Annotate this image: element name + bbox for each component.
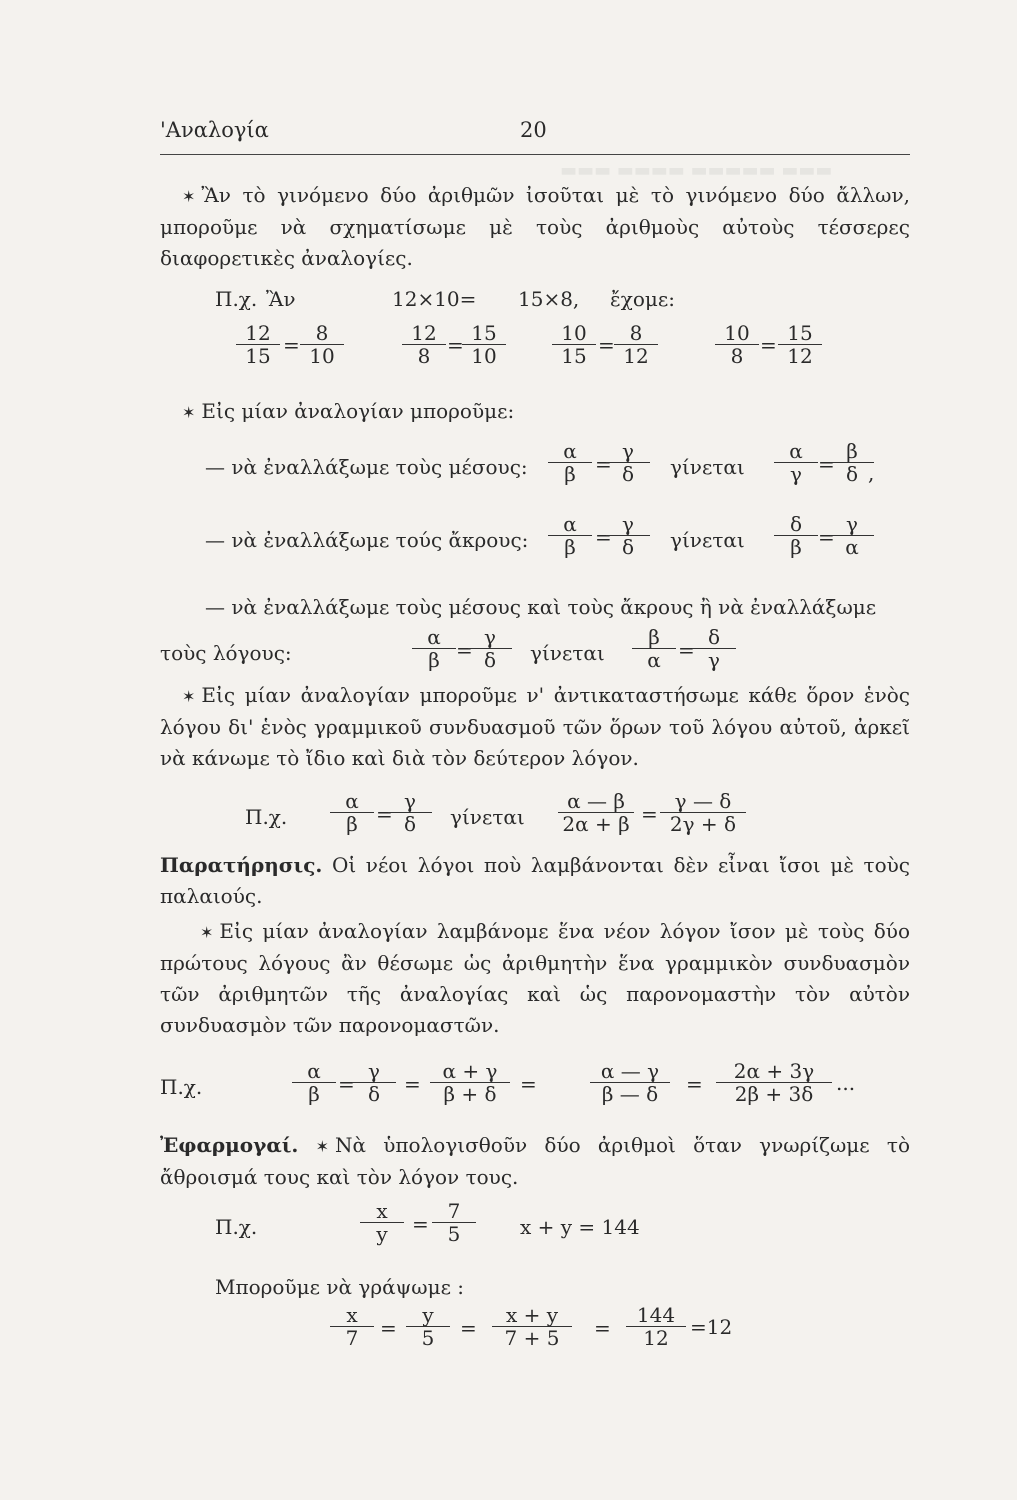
fraction-g-d: $\frac{\gamma}{\delta}$: [468, 626, 512, 671]
fraction-a-b: $\frac{\alpha}{\beta}$: [548, 440, 592, 485]
fraction-sum-xy: $\frac{x + y}{7 + 5}$: [492, 1304, 572, 1349]
eg-label: Π.χ.: [215, 1215, 258, 1239]
fraction-15-10: $\frac{15}{10}$: [462, 322, 506, 367]
swap-means-text: — νὰ ἐναλλάξωμε τοὺς μέσους:: [205, 455, 528, 479]
becomes-word: γίνεται: [670, 528, 745, 552]
equals-sign: =: [412, 1212, 429, 1236]
sum-equation: x + y = 144: [520, 1215, 640, 1239]
fraction-144-12: $\frac{144}{12}$: [626, 1304, 686, 1349]
fraction-12-15: $\frac{12}{15}$: [236, 322, 280, 367]
star-bullet-icon: ✶: [182, 687, 196, 706]
can-write-text: Μποροῦμε νὰ γράψωμε :: [215, 1275, 465, 1299]
equals-sign: =: [641, 802, 658, 826]
fraction-a-b: $\frac{\alpha}{\beta}$: [548, 513, 592, 558]
equals-sign: =: [818, 525, 835, 549]
page-number: 20: [520, 118, 547, 142]
becomes-word: γίνεται: [450, 805, 525, 829]
applications-paragraph: Ἐφαρμογαί. ✶ Νὰ ὑπολογισθοῦν δύο ἀριθμοὶ ὅταν γνωρίζωμε τὸ ἄθροισμά τους καὶ τὸν λόγον τους.: [160, 1133, 911, 1189]
star-bullet-icon: ✶: [182, 187, 196, 206]
fraction-lincomb: $\frac{2\alpha + 3\gamma}{2\beta + 3\delta}$: [716, 1060, 832, 1105]
product-1: 12×10=: [392, 287, 477, 311]
fraction-8-10: $\frac{8}{10}$: [300, 322, 344, 367]
header-title: 'Αναλογία: [160, 118, 269, 142]
page-header: [160, 118, 910, 155]
equals-sign: =: [376, 802, 393, 826]
fraction-lin-1: $\frac{\alpha — \beta}{2\alpha + \beta}$: [558, 790, 634, 835]
fraction-y-5: $\frac{y}{5}$: [406, 1304, 450, 1349]
equals-sign: =: [283, 333, 300, 357]
ellipsis: ...: [836, 1071, 856, 1095]
fraction-8-12: $\frac{8}{12}$: [614, 322, 658, 367]
fraction-d-g: $\frac{\delta}{\gamma}$: [692, 626, 736, 671]
fraction-lin-2: $\frac{\gamma — \delta}{2\gamma + \delta}$: [660, 790, 746, 835]
fraction-sum: $\frac{\alpha + \gamma}{\beta + \delta}$: [430, 1060, 510, 1105]
comma: ,: [868, 461, 875, 485]
fraction-g-d: $\frac{\gamma}{\delta}$: [352, 1060, 396, 1105]
equals-sign: =: [520, 1072, 537, 1096]
fraction-g-d: $\frac{\gamma}{\delta}$: [388, 790, 432, 835]
fraction-a-b: $\frac{\alpha}{\beta}$: [330, 790, 374, 835]
equals-sign: =: [404, 1072, 421, 1096]
have-word: ἔχομε:: [610, 287, 675, 311]
equals-sign: =: [456, 638, 473, 662]
equals-sign: =: [595, 525, 612, 549]
result: =12: [690, 1315, 733, 1339]
eg-label: Π.χ.: [160, 1075, 203, 1099]
paragraph-4: ✶ Εἰς μίαν ἀναλογίαν λαμβάνομε ἕνα νέον λόγον ἴσον μὲ τοὺς δύο πρώτους λόγους ἂν θέσωμε ὡς ἀριθμητὴν ἕνα γραμμικὸν συνδυασμὸν τῶν ἀριθμητῶν τῆς ἀναλογίας καὶ ὡς παρονομαστὴν τὸν αὐτὸν συνδυασμὸν τῶν παρονομαστῶν.: [160, 919, 910, 1037]
equals-sign: =: [595, 452, 612, 476]
fraction-b-a: $\frac{\beta}{\alpha}$: [632, 626, 676, 671]
product-2: 15×8,: [518, 287, 580, 311]
fraction-10-8: $\frac{10}{8}$: [715, 322, 759, 367]
fraction-15-12: $\frac{15}{12}$: [778, 322, 822, 367]
equals-sign: =: [594, 1316, 611, 1340]
fraction-7-5: $\frac{7}{5}$: [432, 1200, 476, 1245]
remark-paragraph: Παρατήρησις. Οἱ νέοι λόγοι ποὺ λαμβάνονται δὲν εἶναι ἴσοι μὲ τοὺς παλαιούς.: [160, 853, 911, 908]
paragraph-2: ✶ Εἰς μίαν ἀναλογίαν μποροῦμε:: [182, 399, 515, 423]
if-word: Ἂν: [266, 287, 296, 311]
equals-sign: =: [380, 1316, 397, 1340]
paragraph-1: ✶ Ἂν τὸ γινόμενο δύο ἀριθμῶν ἰσοῦται μὲ τὸ γινόμενο δύο ἄλλων, μποροῦμε νὰ σχηματίσωμε μὲ τοὺς ἀριθμοὺς αὐτοὺς τέσσερες διαφορετικὲς ἀναλογίες.: [160, 183, 910, 270]
equals-sign: =: [338, 1072, 355, 1096]
fraction-a-g: $\frac{\alpha}{\gamma}$: [774, 440, 818, 485]
bleed-through: ▬▬▬ ▬▬▬▬ ▬▬▬▬▬ ▬▬▬: [560, 160, 833, 181]
equals-sign: =: [598, 333, 615, 357]
star-bullet-icon: ✶: [315, 1137, 330, 1156]
fraction-a-b: $\frac{\alpha}{\beta}$: [412, 626, 456, 671]
equals-sign: =: [760, 333, 777, 357]
fraction-10-15: $\frac{10}{15}$: [552, 322, 596, 367]
swap-extremes-text: — νὰ ἐναλλάξωμε τούς ἄκρους:: [205, 528, 529, 552]
fraction-12-8: $\frac{12}{8}$: [402, 322, 446, 367]
applications-label: Ἐφαρμογαί.: [160, 1133, 299, 1157]
fraction-g-d: $\frac{\gamma}{\delta}$: [606, 513, 650, 558]
fraction-g-d: $\frac{\gamma}{\delta}$: [606, 440, 650, 485]
equals-sign: =: [447, 333, 464, 357]
eg-label: Π.χ.: [245, 805, 288, 829]
fraction-d-b: $\frac{\delta}{\beta}$: [774, 513, 818, 558]
swap-both-text: — νὰ ἐναλλάξωμε τοὺς μέσους καὶ τοὺς ἄκρους ἢ νὰ ἐναλλάξωμε: [205, 595, 877, 619]
fraction-x-y: $\frac{x}{y}$: [360, 1200, 404, 1245]
equals-sign: =: [678, 638, 695, 662]
becomes-word: γίνεται: [670, 455, 745, 479]
fraction-b-d: $\frac{\beta}{\delta}$: [830, 440, 874, 485]
ratios-label: τοὺς λόγους:: [160, 641, 292, 665]
fraction-diff: $\frac{\alpha — \gamma}{\beta — \delta}$: [590, 1060, 670, 1105]
equals-sign: =: [818, 452, 835, 476]
becomes-word: γίνεται: [530, 641, 605, 665]
equals-sign: =: [460, 1316, 477, 1340]
equals-sign: =: [686, 1072, 703, 1096]
paragraph-3: ✶ Εἰς μίαν ἀναλογίαν μποροῦμε ν' ἀντικαταστήσωμε κάθε ὅρον ἑνὸς λόγου δι' ἑνὸς γραμμικοῦ συνδυασμοῦ τῶν ὅρων τοῦ λόγου αὐτοῦ, ἀρκεῖ νὰ κάνωμε τὸ ἴδιο καὶ διὰ τὸν δεύτερον λόγον.: [160, 683, 910, 770]
fraction-g-a: $\frac{\gamma}{\alpha}$: [830, 513, 874, 558]
fraction-a-b: $\frac{\alpha}{\beta}$: [292, 1060, 336, 1105]
eg-label: Π.χ.: [215, 287, 258, 311]
remark-label: Παρατήρησις.: [160, 853, 323, 877]
fraction-x-7: $\frac{x}{7}$: [330, 1304, 374, 1349]
star-bullet-icon: ✶: [182, 403, 196, 422]
star-bullet-icon: ✶: [200, 923, 214, 942]
